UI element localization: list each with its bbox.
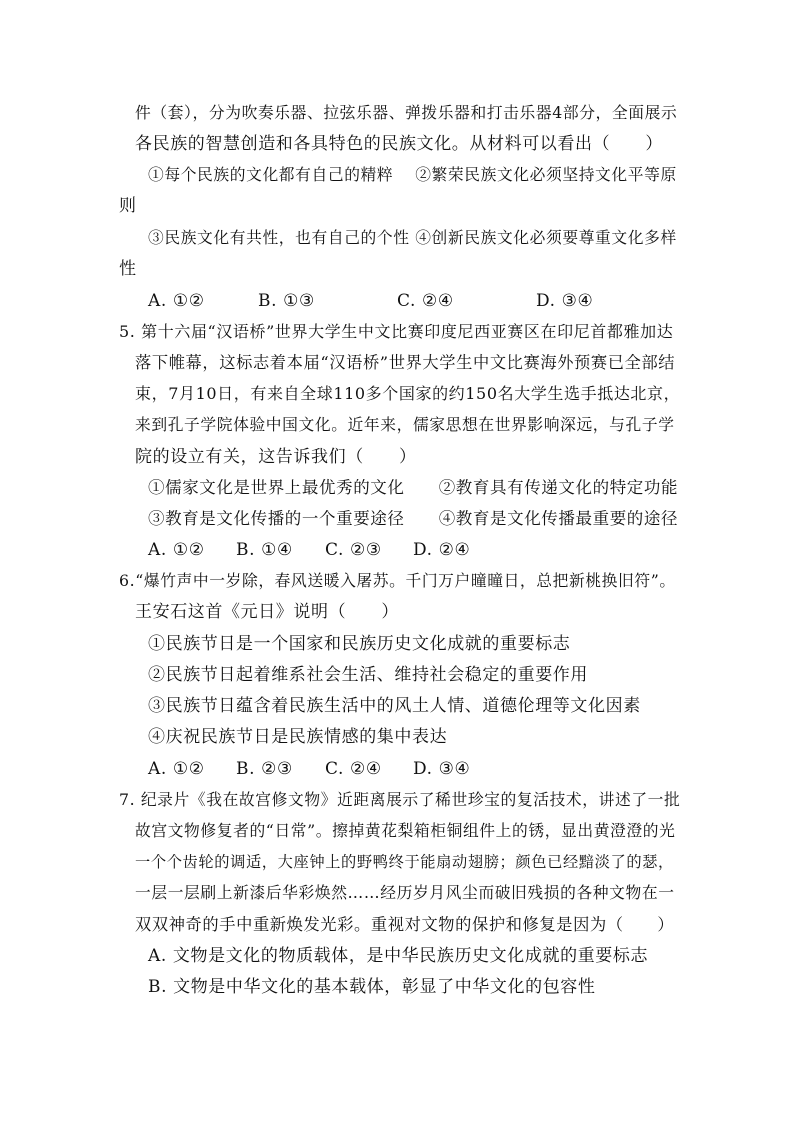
q4-option-b[interactable]: B. ①③ (258, 291, 315, 311)
q4-statement-line-2: 则 (119, 196, 137, 216)
q4-option-c[interactable]: C. ②④ (397, 291, 454, 311)
q6-option-a[interactable]: A. ①② (148, 759, 205, 779)
q5-stem-line-1: 5. 第十六届“汉语桥”世界大学生中文比赛印度尼西亚赛区在印尼首都雅加达 (119, 322, 674, 341)
q7-option-a[interactable]: A. 文物是文化的物质载体，是中华民族历史文化成就的重要标志 (148, 946, 649, 966)
q4-option-a[interactable]: A. ①② (148, 291, 205, 311)
q5-stem-line-2: 落下帷幕，这标志着本届“汉语桥”世界大学生中文比赛海外预赛已全部结 (135, 353, 676, 372)
q6-statement-line-2: ②民族节日起着维系社会生活、维持社会稳定的重要作用 (148, 665, 588, 685)
q5-stem-line-4: 来到孔子学院体验中国文化。近年来，儒家思想在世界影响深远，与孔子学 (135, 415, 675, 434)
q7-stem-line-1: 7. 纪录片《我在故宫修文物》近距离展示了稀世珍宝的复活技术，讲述了一批 (119, 790, 681, 809)
q5-option-b[interactable]: B. ①④ (236, 540, 293, 560)
q6-statement-line-4: ④庆祝民族节日是民族情感的集中表达 (148, 727, 448, 747)
q5-stem-line-3: 束，7月10日，有来自全球110多个国家的约150名大学生选手抵达北京， (135, 384, 681, 403)
q4-stem-line-2: 各民族的智慧创造和各具特色的民族文化。从材料可以看出（ ） (135, 134, 663, 154)
q5-statement-line-2: ③教育是文化传播的一个重要途径 ④教育是文化传播最重要的途径 (148, 509, 679, 528)
q5-option-d[interactable]: D. ②④ (413, 540, 471, 560)
q4-statement-line-4: 性 (119, 259, 137, 279)
q5-option-c[interactable]: C. ②③ (325, 540, 382, 560)
q5-stem-line-5: 院的设立有关，这告诉我们（ ） (135, 447, 417, 467)
q4-statement-line-3: ③民族文化有共性，也有自己的个性 ④创新民族文化必须要尊重文化多样 (148, 228, 677, 247)
q6-stem-line-2: 王安石这首《元日》说明（ ） (135, 602, 399, 622)
q4-option-d[interactable]: D. ③④ (536, 291, 594, 311)
q7-stem-line-4: 一层一层刷上新漆后华彩焕然……经历岁月风尘而破旧残损的各种文物在一 (135, 883, 675, 902)
q7-stem-line-2: 故宫文物修复者的“日常”。擦掉黄花梨箱柜铜组件上的锈，显出黄澄澄的光 (135, 821, 676, 840)
q4-statement-line-1: ①每个民族的文化都有自己的精粹 ②繁荣民族文化必须坚持文化平等原 (148, 165, 677, 184)
q6-statement-line-1: ①民族节日是一个国家和民族历史文化成就的重要标志 (148, 634, 571, 654)
q7-stem-line-5: 双双神奇的手中重新焕发光彩。重视对文物的保护和修复是因为（ ） (135, 915, 675, 934)
q7-stem-line-3: 一个个齿轮的调适，大座钟上的野鸭终于能扇动翅膀；颜色已经黯淡了的瑟， (135, 853, 674, 871)
q6-option-c[interactable]: C. ②④ (325, 759, 382, 779)
q5-option-a[interactable]: A. ①② (148, 540, 205, 560)
q5-statement-line-1: ①儒家文化是世界上最优秀的文化 ②教育具有传递文化的特定功能 (148, 478, 679, 497)
q6-stem-line-1: 6.“爆竹声中一岁除，春风送暖入屠苏。千门万户曈曈日，总把新桃换旧符”。 (119, 571, 676, 590)
q7-option-b[interactable]: B. 文物是中华文化的基本载体，彰显了中华文化的包容性 (148, 977, 596, 997)
q6-option-d[interactable]: D. ③④ (413, 759, 471, 779)
q4-stem-line-1: 件（套），分为吹奏乐器、拉弦乐器、弹拨乐器和打击乐器4部分，全面展示 (135, 103, 678, 122)
q6-statement-line-3: ③民族节日蕴含着民族生活中的风土人情、道德伦理等文化因素 (148, 696, 641, 716)
q6-option-b[interactable]: B. ②③ (236, 759, 293, 779)
